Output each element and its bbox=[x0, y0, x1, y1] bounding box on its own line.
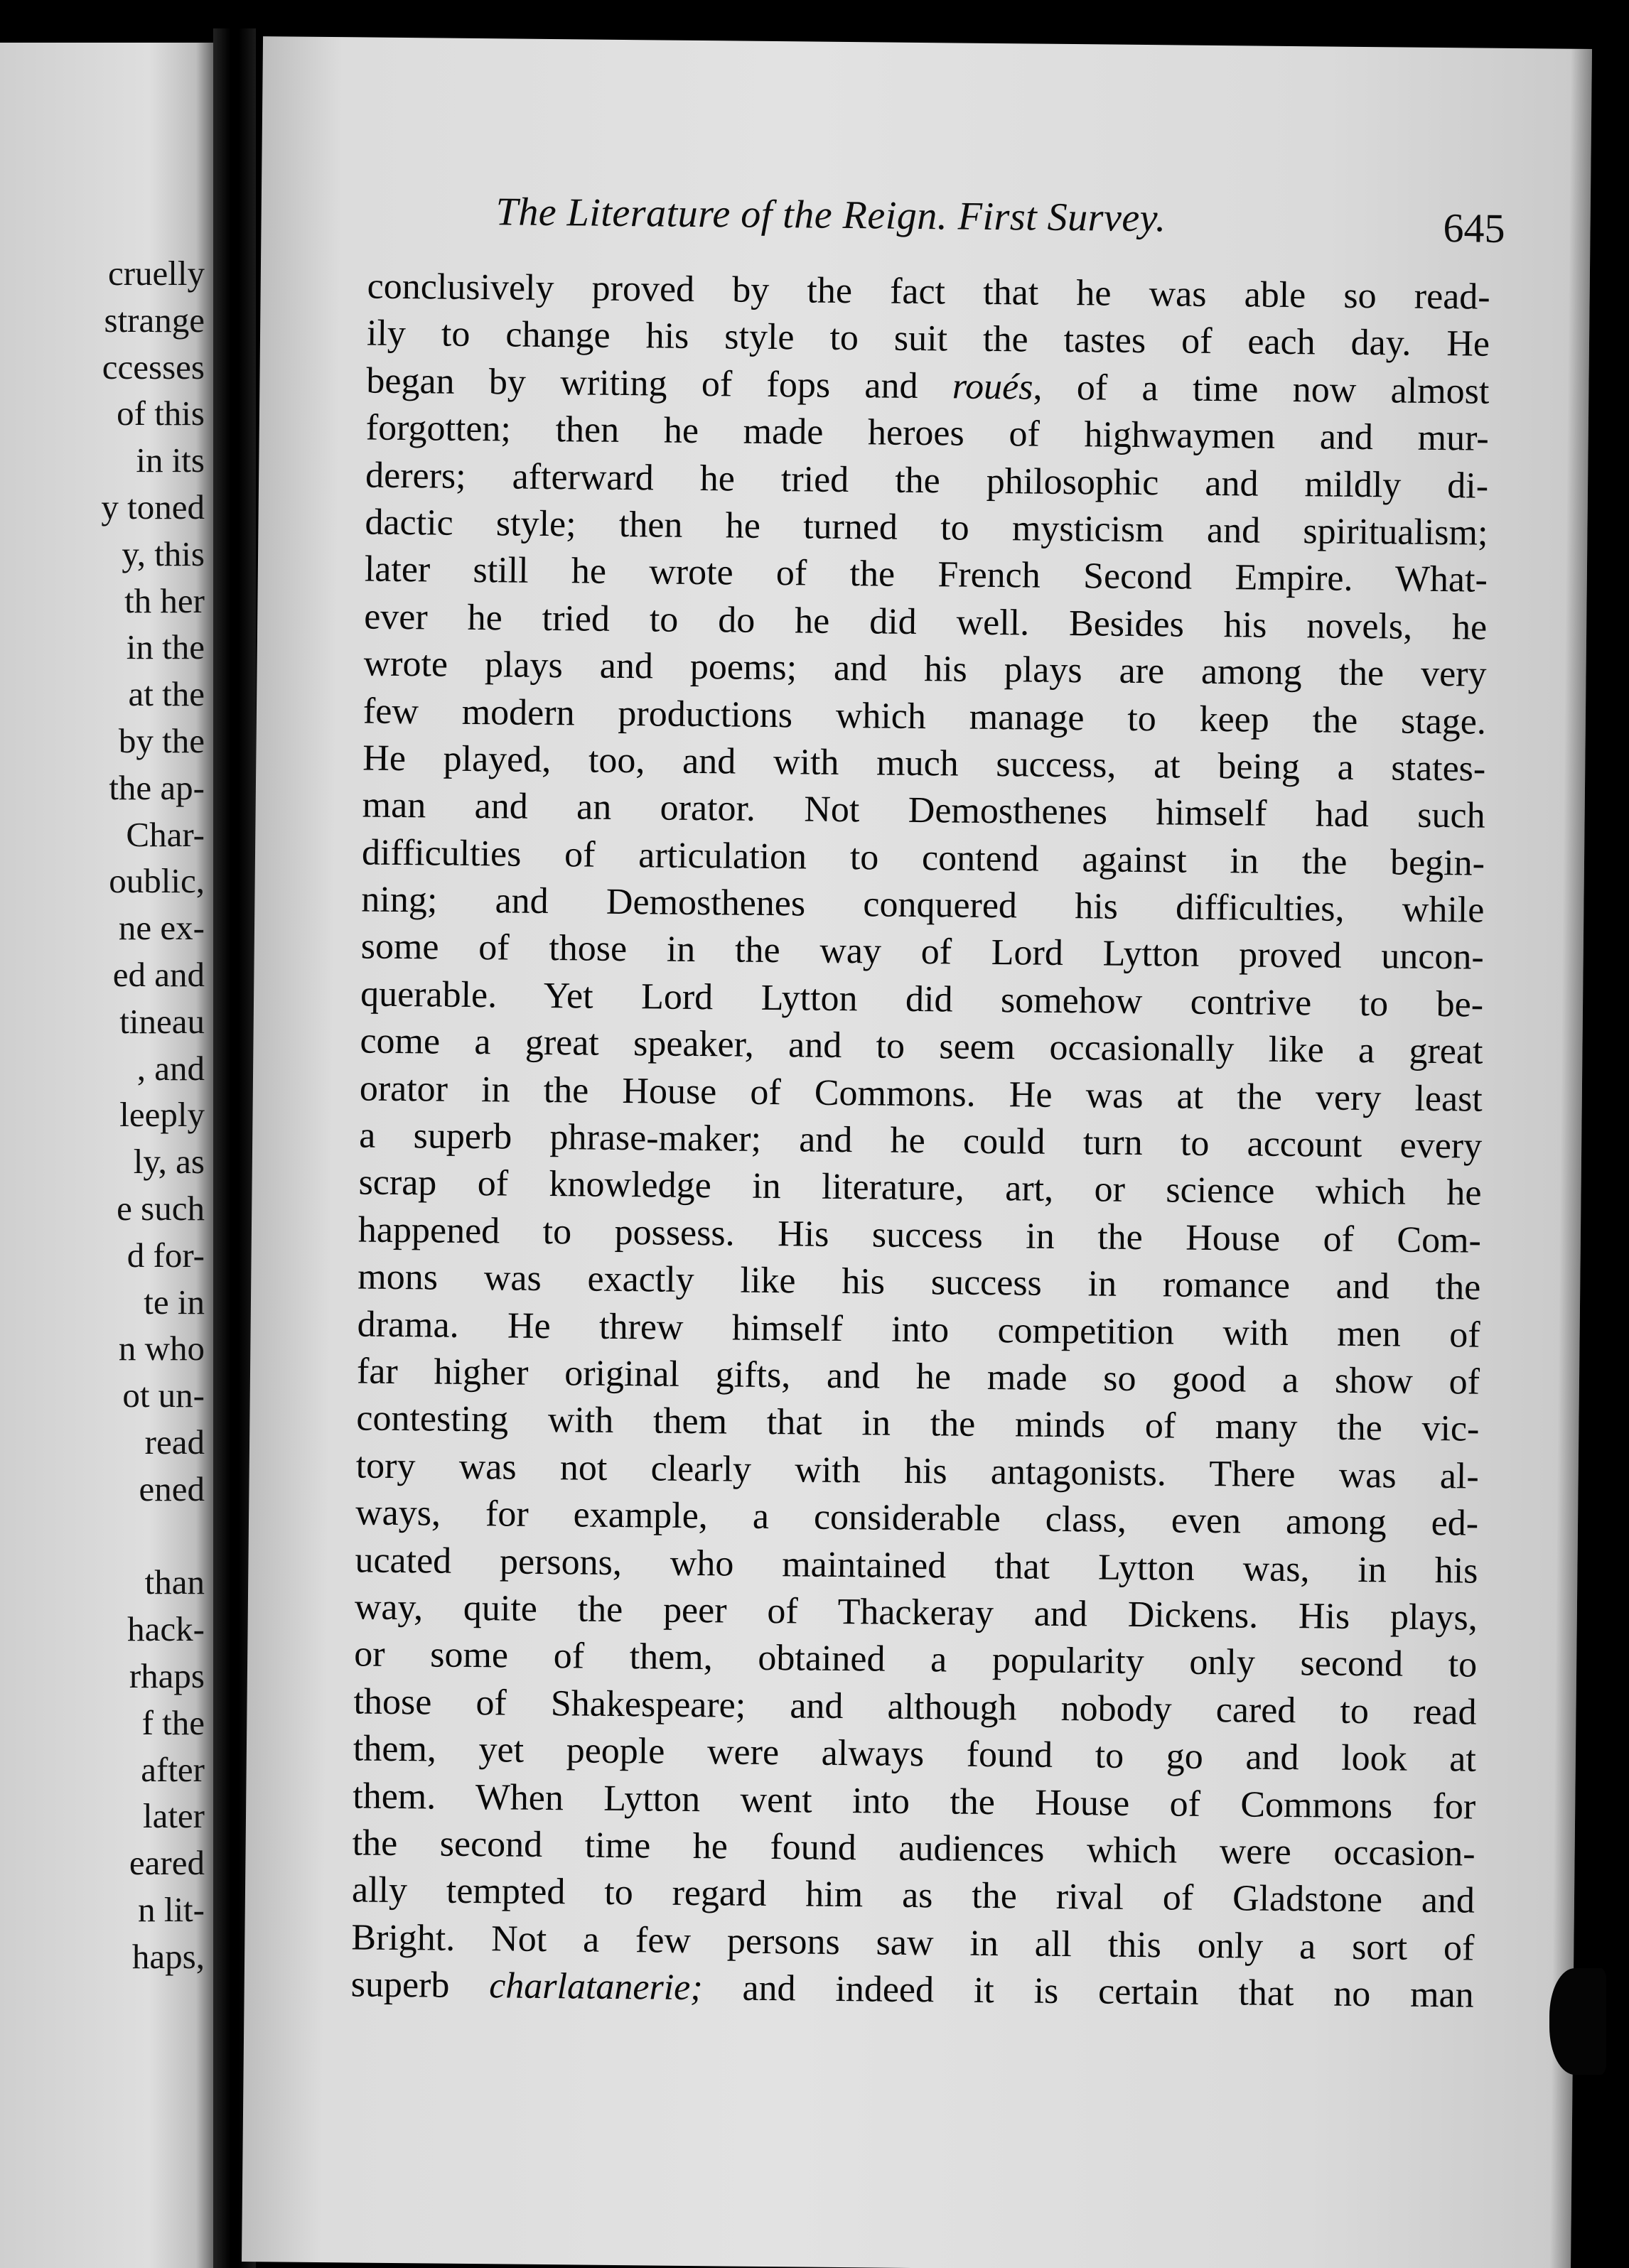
left-page-line-fragment: tineau bbox=[119, 1001, 205, 1041]
left-page-line-fragment: strange bbox=[104, 300, 205, 340]
left-page-line-fragment: y toned bbox=[101, 487, 205, 526]
left-page-line-fragment: y, this bbox=[122, 534, 205, 573]
page-number: 645 bbox=[1443, 205, 1505, 252]
text-line: forgotten; then he made heroes of highwaymen and mur- bbox=[365, 407, 1489, 459]
text-line: orator in the House of Commons. He was at the very least bbox=[359, 1068, 1483, 1120]
text-line: superb charlatanerie; and indeed it is certain that no man bbox=[350, 1964, 1474, 2016]
text-line: dactic style; then he turned to mysticism and spiritualism; bbox=[365, 502, 1488, 554]
left-page-line-fragment: read bbox=[144, 1422, 205, 1462]
text-line: querable. Yet Lord Lytton did somehow contrive to be- bbox=[360, 973, 1484, 1025]
page-645 bbox=[242, 36, 1592, 2268]
text-line: ally tempted to regard him as the rival of Gladstone and bbox=[351, 1869, 1475, 1921]
facing-page-left bbox=[0, 43, 213, 2268]
left-page-line-fragment: th her bbox=[124, 580, 205, 620]
left-page-line-fragment: ened bbox=[139, 1469, 205, 1508]
text-line: tory was not clearly with his antagonists. There was al- bbox=[355, 1445, 1479, 1497]
text-line: drama. He threw himself into competition with men of bbox=[357, 1304, 1480, 1356]
text-line: ever he tried to do he did well. Besides his novels, he bbox=[363, 596, 1488, 648]
text-line: He played, too, and with much success, at being a states- bbox=[362, 738, 1486, 789]
left-page-line-fragment: te in bbox=[144, 1282, 205, 1322]
text-line: Bright. Not a few persons saw in all this only a sort of bbox=[351, 1917, 1475, 1969]
text-line: the second time he found audiences which were occasion- bbox=[352, 1822, 1475, 1874]
text-line: conclusively proved by the fact that he was able so read- bbox=[367, 266, 1490, 318]
left-page-line-fragment: oublic, bbox=[109, 861, 205, 901]
left-page-line-fragment: ot un- bbox=[122, 1376, 205, 1415]
left-page-line-fragment: haps, bbox=[131, 1936, 205, 1976]
text-line: ily to change his style to suit the tastes of each day. He bbox=[366, 313, 1490, 365]
left-page-line-fragment: ccesses bbox=[102, 347, 205, 387]
text-line: later still he wrote of the French Second Empire. What- bbox=[364, 549, 1488, 601]
text-line: ways, for example, a considerable class, even among ed- bbox=[355, 1492, 1479, 1544]
text-line: happened to possess. His success in the House of Com- bbox=[357, 1209, 1482, 1261]
left-page-line-fragment: d for- bbox=[127, 1235, 205, 1275]
running-title: The Literature of the Reign. First Survey. bbox=[495, 190, 1166, 241]
text-line: ucated persons, who maintained that Lytton was, in his bbox=[355, 1539, 1478, 1592]
left-page-line-fragment: cruelly bbox=[107, 254, 205, 293]
left-page-line-fragment: at the bbox=[128, 674, 205, 714]
left-page-line-fragment: f the bbox=[141, 1702, 205, 1742]
text-line: scrap of knowledge in literature, art, or science which he bbox=[358, 1162, 1482, 1214]
italic-term: roués bbox=[952, 366, 1033, 408]
text-line: derers; afterward he tried the philosophic and mildly di- bbox=[365, 455, 1489, 507]
left-page-line-fragment: later bbox=[142, 1796, 205, 1836]
page-edge-shadow bbox=[1549, 49, 1592, 2268]
text-line: them, yet people were always found to go and look at bbox=[353, 1728, 1477, 1780]
left-page-line-fragment: than bbox=[144, 1562, 205, 1602]
left-page-line-fragment: after bbox=[141, 1749, 205, 1789]
text-line: contesting with them that in the minds of many the vic- bbox=[356, 1398, 1480, 1449]
left-page-line-fragment: n who bbox=[118, 1329, 205, 1368]
text-line: way, quite the peer of Thackeray and Dickens. His plays, bbox=[354, 1587, 1478, 1638]
text-line: mons was exactly like his success in romance and the bbox=[357, 1256, 1481, 1308]
text-line: far higher original gifts, and he made so good a show of bbox=[356, 1351, 1480, 1403]
text-line: some of those in the way of Lord Lytton proved uncon- bbox=[360, 926, 1484, 978]
left-page-line-fragment: in the bbox=[126, 627, 205, 667]
left-page-line-fragment: , and bbox=[136, 1048, 205, 1088]
text-line: man and an orator. Not Demosthenes himself had such bbox=[362, 784, 1485, 836]
text-line: or some of them, obtained a popularity only second to bbox=[353, 1634, 1478, 1685]
left-page-line-fragment: n lit- bbox=[138, 1890, 205, 1929]
left-page-line-fragment: e such bbox=[117, 1189, 205, 1228]
text-line: a superb phrase-maker; and he could turn to account every bbox=[358, 1115, 1483, 1167]
left-page-line-fragment: rhaps bbox=[129, 1656, 205, 1695]
text-line: those of Shakespeare; and although nobody cared to read bbox=[353, 1681, 1477, 1733]
left-page-line-fragment: eared bbox=[129, 1843, 205, 1883]
text-line: ning; and Demosthenes conquered his difficulties, while bbox=[361, 879, 1485, 931]
body-text bbox=[350, 264, 1490, 2020]
left-page-line-fragment: ly, as bbox=[133, 1142, 205, 1182]
left-page-line-fragment: ne ex- bbox=[118, 908, 205, 948]
ink-blot bbox=[1549, 1968, 1606, 2075]
left-page-line-fragment: of this bbox=[117, 394, 205, 433]
left-page-line-fragment: in its bbox=[136, 441, 205, 480]
left-page-line-fragment: leeply bbox=[119, 1095, 205, 1135]
text-line: difficulties of articulation to contend against in the begin- bbox=[361, 832, 1485, 884]
text-line: began by writing of fops and roués, of a time now almost bbox=[366, 360, 1490, 412]
left-page-line-fragment: ed and bbox=[112, 955, 205, 994]
italic-term: charlatanerie; bbox=[488, 1965, 703, 2009]
text-line: few modern productions which manage to keep the stage. bbox=[362, 691, 1487, 742]
text-line: them. When Lytton went into the House of Commons for bbox=[353, 1775, 1476, 1827]
left-page-line-fragment: hack- bbox=[127, 1609, 205, 1649]
left-page-line-fragment: the ap- bbox=[109, 767, 205, 807]
running-head bbox=[495, 189, 1505, 256]
left-page-line-fragment: Char- bbox=[126, 814, 205, 854]
left-page-line-fragment: by the bbox=[118, 721, 205, 760]
text-line: come a great speaker, and to seem occasionally like a great bbox=[360, 1020, 1483, 1072]
text-line: wrote plays and poems; and his plays are among the very bbox=[363, 643, 1487, 695]
